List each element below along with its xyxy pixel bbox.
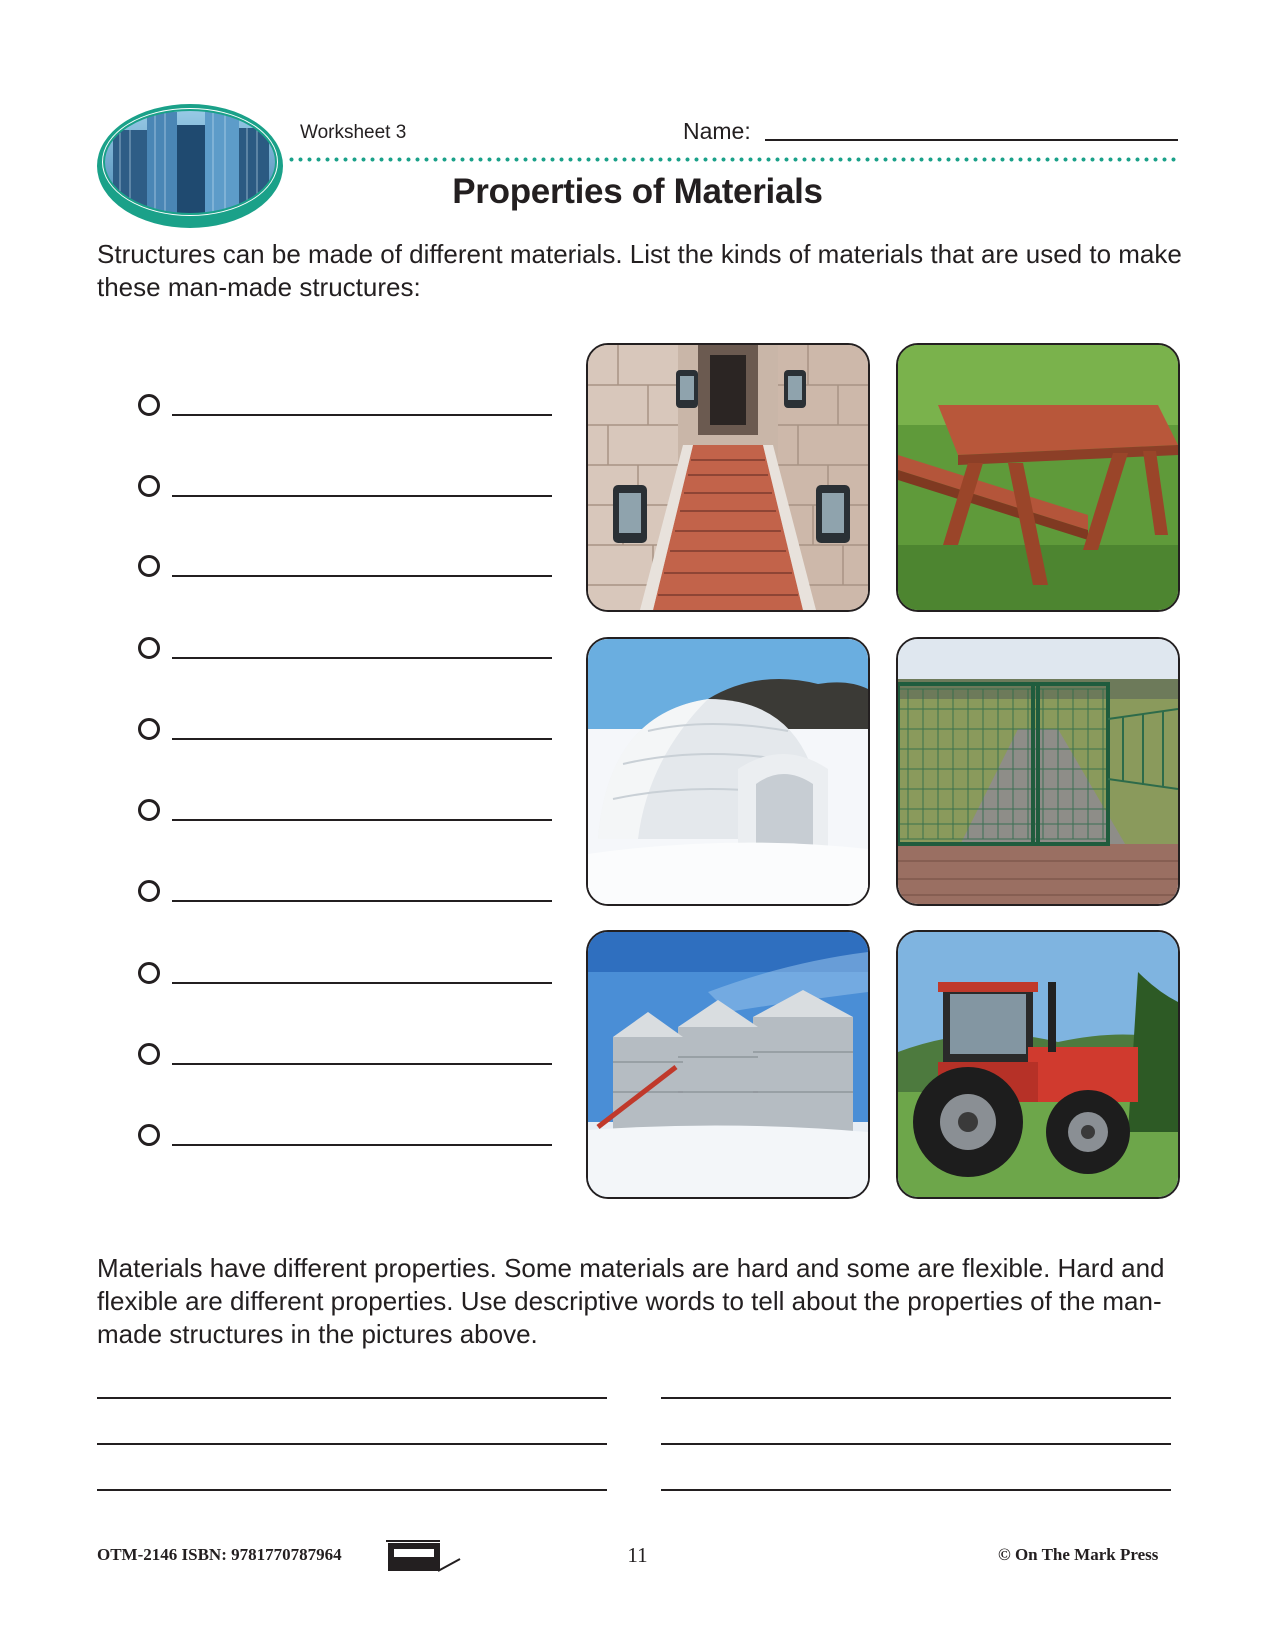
- igloo-photo: [586, 637, 870, 906]
- circle-bullet-icon: [138, 475, 160, 497]
- answer-line[interactable]: [172, 982, 552, 984]
- answer-row[interactable]: [138, 555, 558, 585]
- answer-row[interactable]: [138, 1124, 558, 1154]
- answer-line[interactable]: [172, 738, 552, 740]
- dotted-divider: [287, 157, 1178, 162]
- answer-row[interactable]: [138, 637, 558, 667]
- circle-bullet-icon: [138, 555, 160, 577]
- writing-line[interactable]: [661, 1489, 1171, 1491]
- answer-row[interactable]: [138, 962, 558, 992]
- circle-bullet-icon: [138, 1124, 160, 1146]
- answer-row[interactable]: [138, 394, 558, 424]
- stone-staircase-photo: [586, 343, 870, 612]
- answer-line[interactable]: [172, 819, 552, 821]
- writing-line[interactable]: [97, 1489, 607, 1491]
- answer-row[interactable]: [138, 880, 558, 910]
- grain-silos-photo: [586, 930, 870, 1199]
- answer-row[interactable]: [138, 718, 558, 748]
- answer-line[interactable]: [172, 1144, 552, 1146]
- footer-code: OTM-2146 ISBN: 9781770787964: [97, 1545, 342, 1564]
- answer-row[interactable]: [138, 1043, 558, 1073]
- answer-line[interactable]: [172, 414, 552, 416]
- answer-row[interactable]: [138, 799, 558, 829]
- writing-line[interactable]: [97, 1397, 607, 1399]
- name-field[interactable]: [765, 139, 1178, 141]
- writing-line[interactable]: [661, 1443, 1171, 1445]
- circle-bullet-icon: [138, 962, 160, 984]
- answer-row[interactable]: [138, 475, 558, 505]
- answer-line[interactable]: [172, 900, 552, 902]
- writing-line[interactable]: [661, 1397, 1171, 1399]
- answer-line[interactable]: [172, 495, 552, 497]
- answer-line[interactable]: [172, 575, 552, 577]
- answer-line[interactable]: [172, 1063, 552, 1065]
- writing-line[interactable]: [97, 1443, 607, 1445]
- circle-bullet-icon: [138, 637, 160, 659]
- metal-gate-photo: [896, 637, 1180, 906]
- answer-line[interactable]: [172, 657, 552, 659]
- circle-bullet-icon: [138, 718, 160, 740]
- worksheet-label: Worksheet 3: [300, 122, 407, 143]
- copyright: © On The Mark Press: [998, 1545, 1159, 1564]
- page-title: Properties of Materials: [452, 172, 823, 211]
- circle-bullet-icon: [138, 880, 160, 902]
- picnic-table-photo: [896, 343, 1180, 612]
- properties-prompt: Materials have different properties. Some materials are hard and some are flexible. Hard and flexible are different properties. Use descriptive words to tell about the properties of the man-made structures in the pictures above.: [97, 1253, 1165, 1349]
- tractor-photo: [896, 930, 1180, 1199]
- page-number: 11: [627, 1543, 648, 1567]
- circle-bullet-icon: [138, 799, 160, 821]
- circle-bullet-icon: [138, 1043, 160, 1065]
- name-label: Name:: [683, 118, 751, 144]
- circle-bullet-icon: [138, 394, 160, 416]
- intro-text: Structures can be made of different materials. List the kinds of materials that are used to make these man-made structures:: [97, 239, 1182, 302]
